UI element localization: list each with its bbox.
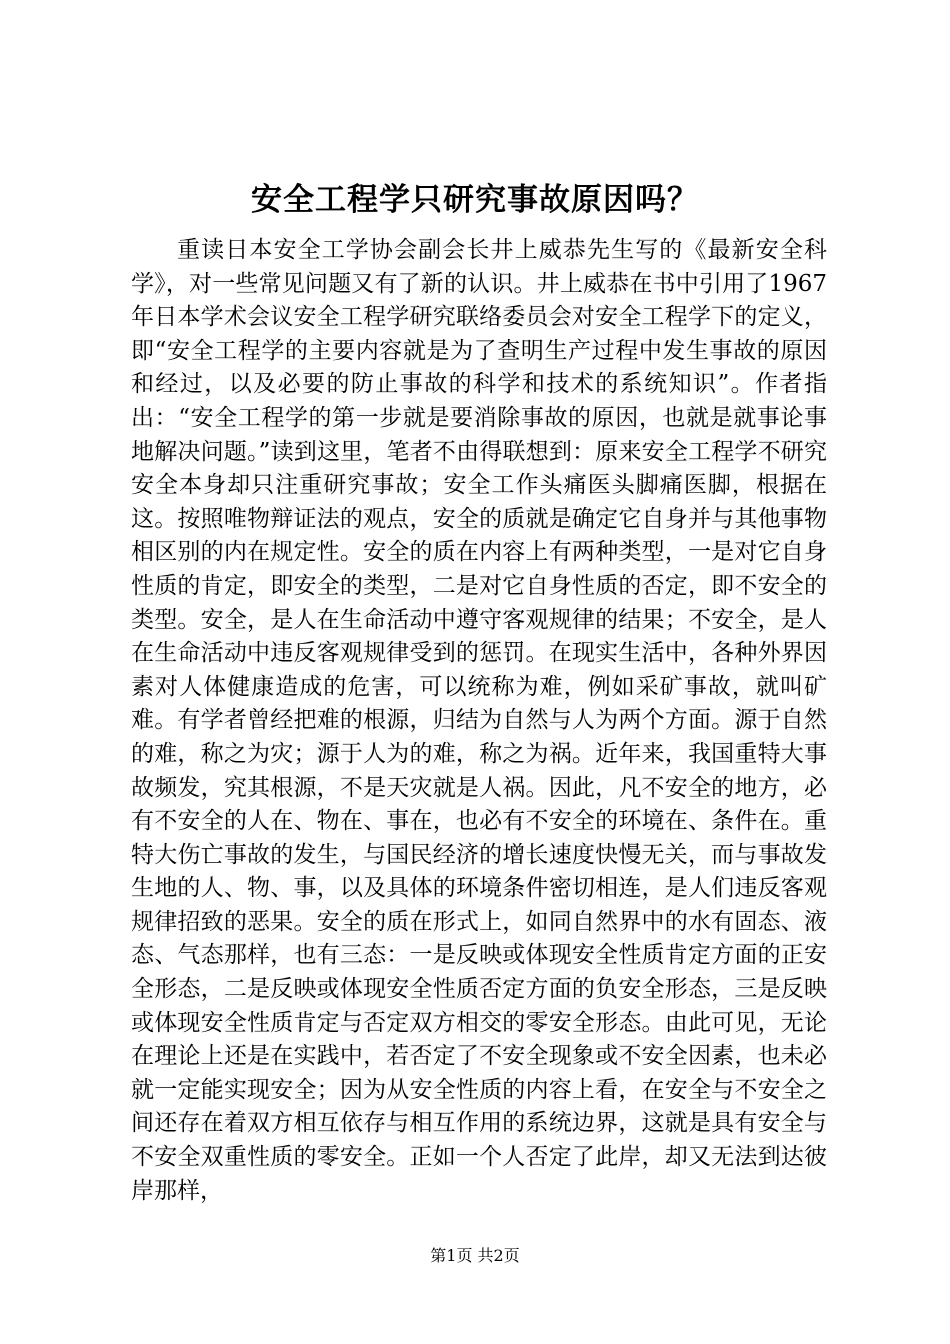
body-paragraph: 重读日本安全工学协会副会长井上威恭先生写的《最新安全科学》，对一些常见问题又有了新的认识。井上威恭在书中引用了1967年日本学术会议安全工程学研究联络委员会对安全工程学下的定义，即“安全工程学的主要内容就是为了查明生产过程中发生事故的原因和经过，以及必要的防止事故的科学和技术的系统知识”。作者指出：“安全工程学的第一步就是要消除事故的原因，也就是就事论事地解决问题。”读到这里，笔者不由得联想到：原来安全工程学不研究安全本身却只注重研究事故；安全工作头痛医头脚痛医脚，根据在这。按照唯物辩证法的观点，安全的质就是确定它自身并与其他事物相区别的内在规定性。安全的质在内容上有两种类型，一是对它自身性质的肯定，即安全的类型，二是对它自身性质的否定，即不安全的类型。安全，是人在生命活动中遵守客观规律的结果；不安全，是人在生命活动中违反客观规律受到的惩罚。在现实生活中，各种外界因素对人体健康造成的危害，可以统称为难，例如采矿事故，就叫矿难。有学者曾经把难的根源，归结为自然与人为两个方面。源于自然的难，称之为灾；源于人为的难，称之为祸。近年来，我国重特大事故频发，究其根源，不是天灾就是人祸。因此，凡不安全的地方，必有不安全的人在、物在、事在，也必有不安全的环境在、条件在。重特大伤亡事故的发生，与国民经济的增长速度快慢无关，而与事故发生地的人、物、事，以及具体的环境条件密切相连，是人们违反客观规律招致的恶果。安全的质在形式上，如同自然界中的水有固态、液态、气态那样，也有三态：一是反映或体现安全性质肯定方面的正安全形态，二是反映或体现安全性质否定方面的负安全形态，三是反映或体现安全性质肯定与否定双方相交的零安全形态。由此可见，无论在理论上还是在实践中，若否定了不安全现象或不安全因素，也未必就一定能实现安全；因为从安全性质的内容上看，在安全与不安全之间还存在着双方相互依存与相互作用的系统边界，这就是具有安全与不安全双重性质的零安全。正如一个人否定了此岸，却又无法到达彼岸那样， xyxy=(131,237,827,1204)
document-body xyxy=(131,234,827,1204)
document-title: 安全工程学只研究事故原因吗？ xyxy=(251,182,699,218)
page-number-footer: 第1页 共2页 xyxy=(430,1246,520,1265)
